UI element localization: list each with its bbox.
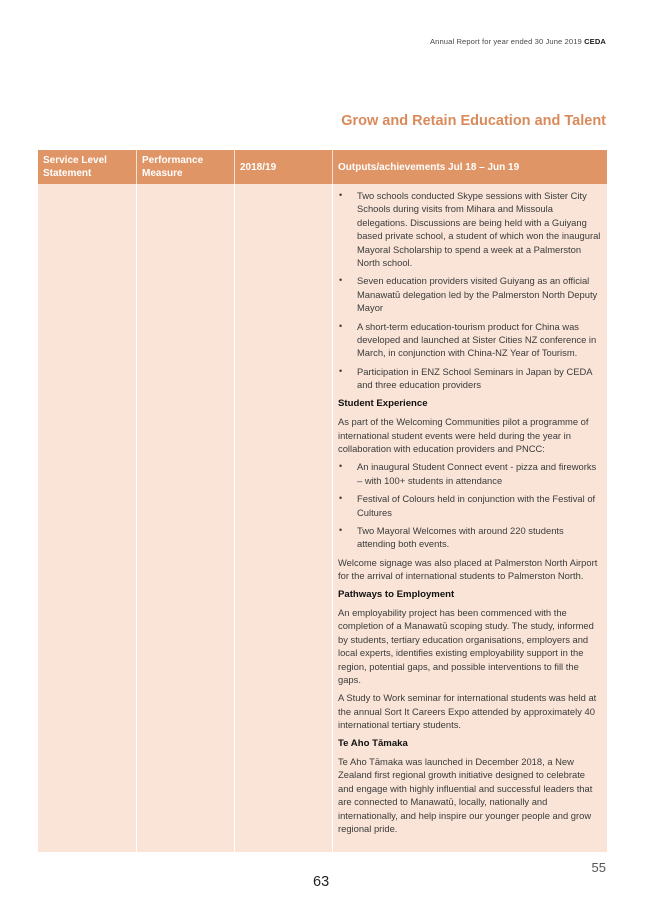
outputs-cell <box>333 184 607 852</box>
service-table <box>38 150 607 852</box>
bullet-icon: • <box>339 524 343 535</box>
list-item: • Participation in ENZ School Seminars in Japan by CEDA and three education providers <box>339 365 593 391</box>
column-header-performance-measure: Performance Measure <box>137 150 235 184</box>
te-aho-paragraph: Te Aho Tāmaka was launched in December 2018, a New Zealand first regional growth initiative designed to celebrate and engage with highly influential and successful leaders that are connected to Manawatū, locally, nationally and internationally, and help inspire our younger people and grow regional pride. <box>338 756 593 835</box>
bullet-icon: • <box>339 461 343 472</box>
pathways-heading: Pathways to Employment <box>338 588 455 600</box>
section-title: Grow and Retain Education and Talent <box>341 113 606 129</box>
bullet-icon: • <box>339 365 343 376</box>
list-item: • A short-term education-tourism product for China was developed and launched at Sister Cities NZ conference in March, in conjunction with China-NZ Year of Tourism. <box>339 320 597 359</box>
table-header-row <box>38 150 607 184</box>
te-aho-heading: Te Aho Tāmaka <box>338 737 408 749</box>
report-header <box>430 37 606 46</box>
list-item: • Two Mayoral Welcomes with around 220 students attending both events. <box>339 524 564 550</box>
signage-paragraph: Welcome signage was also placed at Palmerston North Airport for the arrival of international students to Palmerston North. <box>338 556 598 582</box>
pathways-paragraph-2: A Study to Work seminar for international students was held at the annual Sort It Careers Expo attended by approximately 40 international tertiary students. <box>338 692 597 731</box>
column-header-outputs: Outputs/achievements Jul 18 – Jun 19 <box>338 161 520 173</box>
outputs-list-b <box>338 460 601 550</box>
list-item: • Two schools conducted Skype sessions with Sister City Schools during visits from Mihara and Missoula delegations. Discussions are being held with a Guiyang based private school, a student of which won the inaugural Mayoral Scholarship to spend a week at a Palmerston North school. <box>339 190 601 269</box>
list-item: • An inaugural Student Connect event - pizza and fireworks – with 100+ students in attendance <box>339 461 597 486</box>
page-number-right: 55 <box>591 860 606 875</box>
student-experience-intro: As part of the Welcoming Communities pilot a programme of international student events were held during the year in collaboration with education providers and PNCC: <box>338 416 589 454</box>
list-item: • Festival of Colours held in conjunction with the Festival of Cultures <box>339 493 596 518</box>
student-experience-heading: Student Experience <box>338 397 428 409</box>
service-level-cell <box>38 184 137 852</box>
report-header-org: CEDA <box>584 37 606 46</box>
bullet-icon: • <box>339 493 343 504</box>
bullet-icon: • <box>339 190 343 200</box>
bullet-icon: • <box>339 320 343 331</box>
column-header-service-level: Service Level Statement <box>38 150 137 184</box>
page-number-center: 63 <box>313 874 330 890</box>
outputs-list-a <box>338 189 601 392</box>
table-row <box>38 184 607 852</box>
report-header-text: Annual Report for year ended 30 June 2019 <box>429 37 582 46</box>
list-item: • Seven education providers visited Guiyang as an official Manawatū delegation led by the Palmerston North Deputy Mayor <box>339 275 598 314</box>
column-header-year: 2018/19 <box>235 150 333 184</box>
pathways-paragraph-1: An employability project has been commenced with the completion of a Manawatū scoping study. The study, informed by students, tertiary education organisations, employers and local experts, identifies existing employability support in the region, potential gaps, and possible interventions to fill the gaps. <box>338 606 594 685</box>
performance-measure-cell <box>137 184 235 852</box>
bullet-icon: • <box>339 275 343 286</box>
year-cell <box>235 184 333 852</box>
